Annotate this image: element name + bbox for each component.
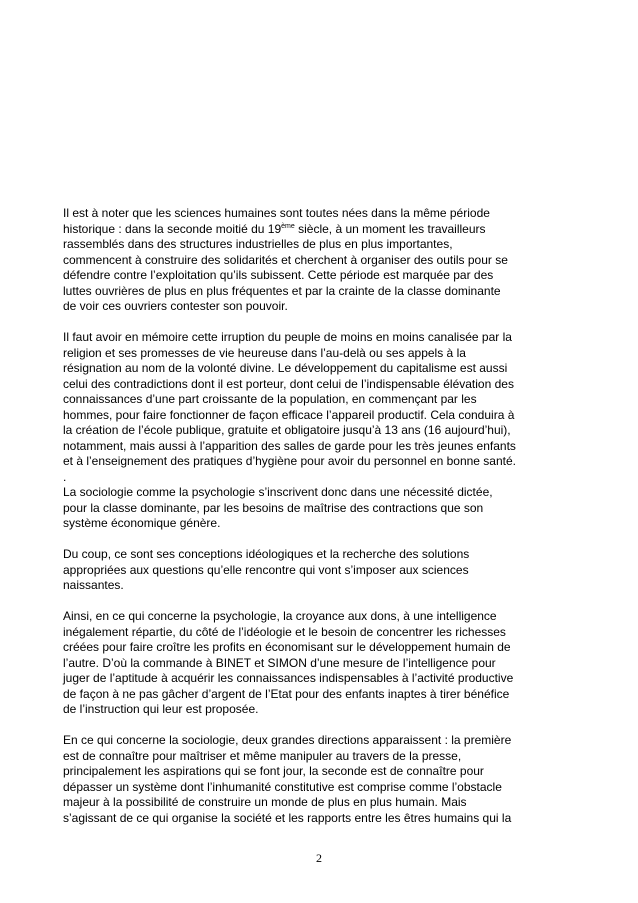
paragraph-separator-dot: . <box>63 469 67 484</box>
body-text <box>63 206 577 826</box>
paragraph-6: En ce qui concerne la sociologie, deux grandes directions apparaissent : la première est de connaître pour maîtriser et même manipuler au travers de la presse, principalement les aspirations qui se font jour, la seconde est de connaître pour dépasser un système dont l’inhumanité constitutive est comprise comme l’obstacle majeur à la possibilité de construire un monde de plus en plus humain. Mais s’agissant de ce qui organise la société et les rapports entre les êtres humains qui la <box>63 733 512 825</box>
paragraph-4: Du coup, ce sont ses conceptions idéologiques et la recherche des solutions appropriées aux questions qu’elle rencontre qui vont s’imposer aux sciences naissantes. <box>63 547 470 592</box>
superscript-eme: ème <box>281 222 295 230</box>
paragraph-5: Ainsi, en ce qui concerne la psychologie, la croyance aux dons, à une intelligence inégalement répartie, du côté de l’idéologie et le besoin de concentrer les richesses créées pour faire croître les profits en économisant sur le développement humain de l’autre. D’où la commande à BINET et SIMON d’une mesure de l’intelligence pour juger de l’aptitude à acquérir les connaissances indispensables à l’activité productive de façon à ne pas gâcher d’argent de l’Etat pour des enfants inaptes à tirer bénéfice de l’instruction qui leur est proposée. <box>63 609 514 716</box>
paragraph-3: La sociologie comme la psychologie s’inscrivent donc dans une nécessité dictée, pour la classe dominante, par les besoins de maîtrise des contractions que son système économique génère. <box>63 485 493 530</box>
paragraph-1-start: Il est à noter que les sciences humaines sont toutes nées dans la même période historique : dans la seconde moitié du 19 <box>63 206 490 236</box>
paragraph-2: Il faut avoir en mémoire cette irruption du peuple de moins en moins canalisée par la religion et ses promesses de vie heureuse dans l’au-delà ou ses appels à la résignation au nom de la volonté divine. Le développement du capitalisme est aussi celui des contradictions dont il est porteur, dont celui de l’indispensable élévation des connaissances d’une part croissante de la population, en commençant par les hommes, pour faire fonctionner de façon efficace l’appareil productif. Cela conduira à la création de l’école publique, gratuite et obligatoire jusqu’à 13 ans (16 aujourd’hui), notamment, mais aussi à l’apparition des salles de garde pour les très jeunes enfants et à l’enseignement des pratiques d’hygiène pour avoir du personnel en bonne santé. <box>63 330 516 468</box>
paragraph-1 <box>63 206 577 315</box>
paragraph-1-end: siècle, à un moment les travailleurs rassemblés dans des structures industrielles de plus en plus importantes, commencent à construire des solidarités et cherchent à organiser des outils pour se défendre contre l’exploitation qu’ils subissent. Cette période est marquée par des luttes ouvrières de plus en plus fréquentes et par la crainte de la classe dominante de voir ces ouvriers contester son pouvoir. <box>63 221 508 313</box>
page-number: 2 <box>316 851 322 865</box>
